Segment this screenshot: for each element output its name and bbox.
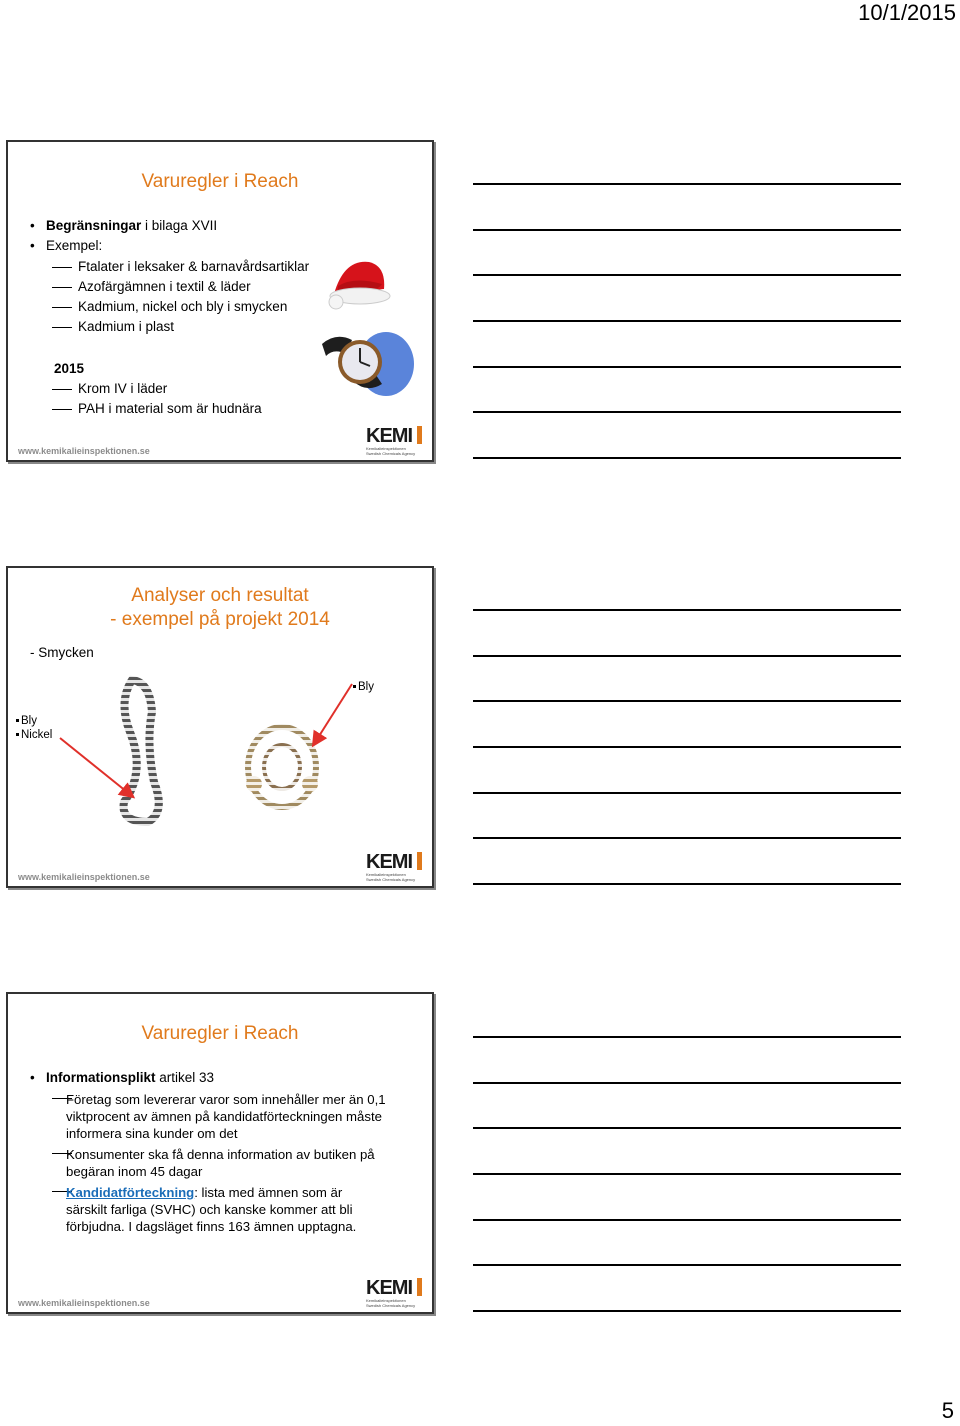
sub-item: Kandidatförteckning: lista med ämnen som är särskilt farliga (SVHC) och kanske kommer att bli förbjudna. I dagsläget finns 163 ämnen upptagna.: [66, 1185, 357, 1234]
kemi-logo: KEMI Kemikalieinspektionen Swedish Chemicals Agency: [366, 852, 422, 882]
note-line: [473, 655, 901, 657]
kemi-logo: KEMI Kemikalieinspektionen Swedish Chemicals Agency: [366, 1278, 422, 1308]
bullet-item: • Begränsningar i bilaga XVII: [30, 218, 218, 233]
note-line: [473, 609, 901, 611]
footer-url: www.kemikalieinspektionen.se: [18, 1298, 150, 1308]
slide-title: Varuregler i Reach: [141, 171, 299, 192]
footer-url: www.kemikalieinspektionen.se: [18, 446, 150, 456]
sub-item: Krom IV i läder: [52, 379, 167, 399]
footer-url: www.kemikalieinspektionen.se: [18, 872, 150, 882]
note-line: [473, 411, 901, 413]
note-line: [473, 837, 901, 839]
note-line: [473, 792, 901, 794]
arrow-to-earring: [60, 738, 132, 796]
kandidatforteckning-link[interactable]: Kandidatförteckning: [66, 1185, 195, 1200]
slide-1: [6, 140, 434, 462]
slide-title: Analyser och resultat: [131, 585, 309, 606]
note-line: [473, 1264, 901, 1266]
note-line: [473, 1036, 901, 1038]
note-line: [473, 320, 901, 322]
note-line: [473, 183, 901, 185]
note-line: [473, 366, 901, 368]
sub-item: Azofärgämnen i textil & läder: [52, 277, 251, 297]
kemi-logo: KEMI Kemikalieinspektionen Swedish Chemicals Agency: [366, 426, 422, 456]
arrow-to-necklace: [314, 684, 352, 744]
note-line: [473, 1310, 901, 1312]
sub-item: Konsumenter ska få denna information av butiken på begäran inom 45 dagar: [66, 1147, 375, 1179]
note-line: [473, 1127, 901, 1129]
label-bly-left: Bly: [16, 714, 37, 728]
category-label: - Smycken: [30, 645, 94, 660]
slide-2: [6, 566, 434, 888]
sub-item: Ftalater i leksaker & barnavårdsartiklar: [52, 257, 309, 277]
note-line: [473, 274, 901, 276]
note-line: [473, 457, 901, 459]
sub-item: Kadmium, nickel och bly i smycken: [52, 297, 287, 317]
bullet-bold: Informationsplikt: [46, 1070, 156, 1085]
sub-item: Företag som levererar varor som innehåller mer än 0,1 viktprocent av ämnen på kandidatförteckningen måste informera sina kunder om det: [66, 1092, 386, 1141]
note-line: [473, 1082, 901, 1084]
note-line: [473, 229, 901, 231]
pointer-arrows: [8, 568, 432, 886]
slide-subtitle: - exempel på projekt 2014: [110, 609, 330, 630]
note-line: [473, 1219, 901, 1221]
slide-3: [6, 992, 434, 1314]
bullet-item: • Informationsplikt artikel 33: [30, 1070, 215, 1085]
sub-item: Kadmium i plast: [52, 317, 174, 337]
note-line: [473, 1173, 901, 1175]
page-number: 5: [941, 1398, 954, 1423]
bullet-bold: Begränsningar: [46, 218, 142, 233]
year-heading: 2015: [54, 361, 85, 376]
sub-item: PAH i material som är hudnära: [52, 399, 262, 419]
santa-hat-image: [324, 254, 394, 314]
note-line: [473, 746, 901, 748]
note-line: [473, 700, 901, 702]
slide-title: Varuregler i Reach: [141, 1023, 299, 1044]
page-date: 10/1/2015: [858, 0, 956, 25]
watch-image: [316, 324, 416, 398]
label-bly-right: Bly: [353, 680, 374, 694]
note-line: [473, 883, 901, 885]
bullet-item: • Exempel:: [30, 238, 103, 253]
label-nickel-left: Nickel: [16, 728, 52, 742]
